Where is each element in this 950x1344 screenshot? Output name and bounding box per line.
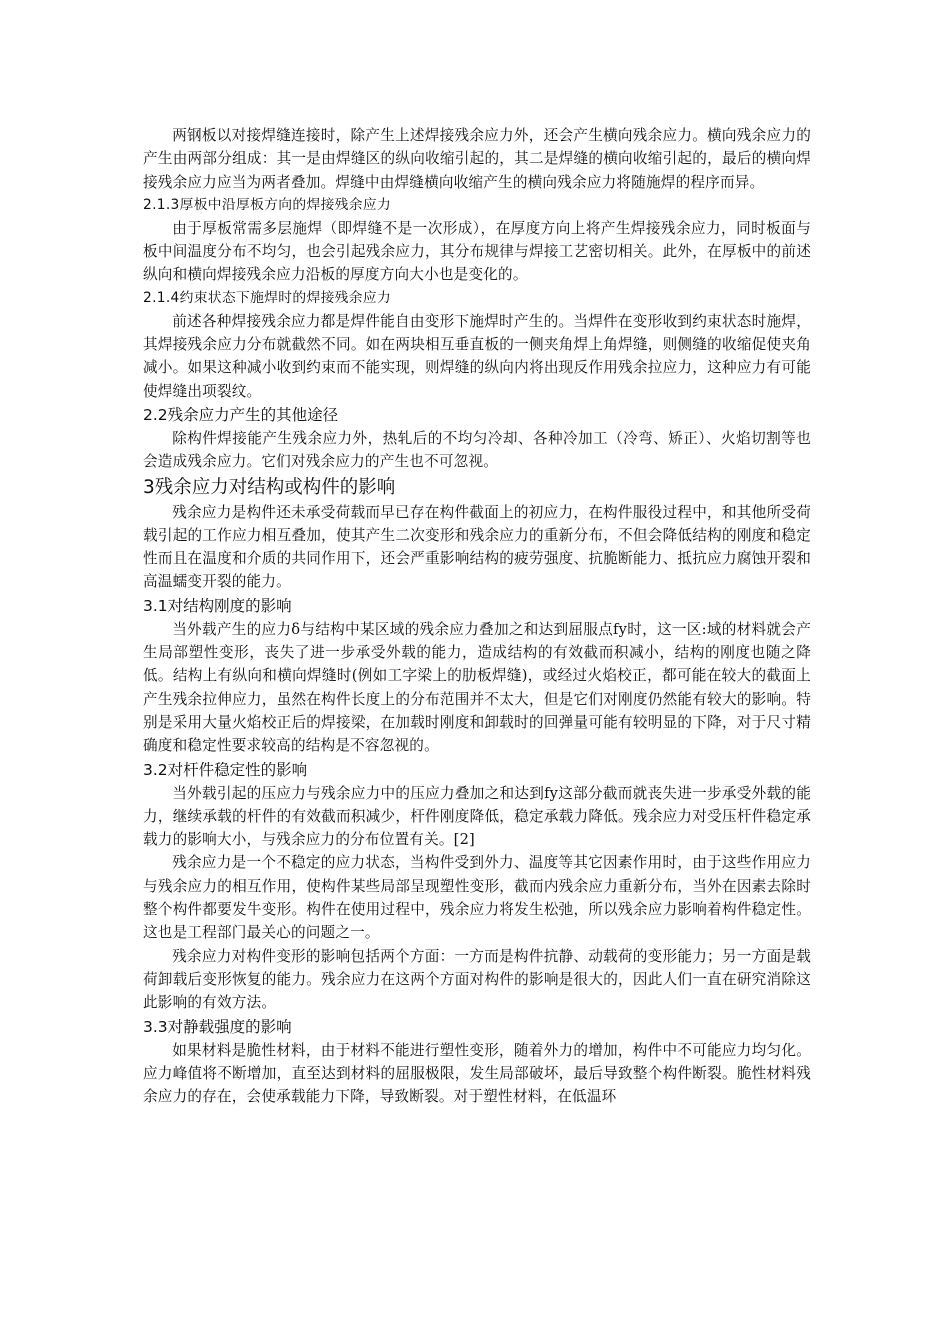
paragraph-static-strength: 如果材料是脆性材料，由于材料不能进行塑性变形，随着外力的增加，构件中不可能应力均匀化。应力峰值将不断增加，直至达到材料的屈服极限，发生局部破坏，最后导致整个构件断裂。脆性材料残余应力的存在，会使承载能力下降，导致断裂。对于塑性材料，在低温环 [143, 1041, 811, 1106]
heading-3-1: 3.1对结构刚度的影响 [143, 596, 292, 615]
paragraph-stability-2: 残余应力是一个不稳定的应力状态，当构件受到外力、温度等其它因素作用时，由于这些作用应力与残余应力的相互作用，使构件某些局部呈现塑性变形，截而内残余应力重新分布，当外在因素去除时整个构件都要发牛变形。构件在使用过程中，残余应力将发生松弛，所以残余应力影响着构件稳定性。这也是工程部门最关心的问题之一。 [143, 854, 811, 942]
heading-2-1-4: 2.1.4约束状态下施焊时的焊接残余应力 [143, 289, 392, 306]
paragraph-restraint-state: 前述各种焊接残余应力都是焊件能自由变形下施焊时产生的。当焊件在变形收到约束状态时施焊，其焊接残余应力分布就截然不同。如在两块相互垂直板的一侧夹角焊上角焊缝，则侧缝的收缩促使夹角减小。如果这种减小收到约束而不能实现，则焊缝的纵向内将出现反作用残余拉应力，这种应力有可能使焊缝出项裂纹。 [143, 312, 811, 400]
paragraph-effects-intro: 残余应力是构件还未承受荷载而早已存在构件截面上的初应力，在构件服役过程中，和其他所受荷载引起的工作应力相互叠加，使其产生二次变形和残余应力的重新分布，不但会降低结构的刚度和稳定性而且在温度和介质的共同作用下，还会严重影响结构的疲劳强度、抗脆断能力、抵抗应力腐蚀开裂和高温蠕变开裂的能力。 [143, 503, 811, 591]
heading-2-2: 2.2残余应力产生的其他途径 [143, 405, 339, 424]
heading-3-3: 3.3对静载强度的影响 [143, 1017, 292, 1036]
paragraph-stability-3: 残余应力对构件变形的影响包括两个方面：一方而是构件抗静、动载荷的变形能力；另一方面是载荷卸载后变形恢复的能力。残余应力在这两个方面对构件的影响是很大的，因此人们一直在研究消除这此影响的有效方法。 [143, 947, 811, 1012]
paragraph-other-sources: 除构件焊接能产生残余应力外，热轧后的不均匀冷却、各种冷加工（冷弯、矫正）、火焰切割等也会造成残余应力。它们对残余应力的产生也不可忽视。 [143, 429, 811, 471]
document-page [143, 124, 811, 1108]
paragraph-thick-plate: 由于厚板常需多层施焊（即焊缝不是一次形成），在厚度方向上将产生焊接残余应力，同时板面与板中间温度分布不均匀，也会引起残余应力，其分布规律与焊接工艺密切相关。此外，在厚板中的前述纵向和横向焊接残余应力沿板的厚度方向大小也是变化的。 [143, 219, 811, 284]
paragraph-stability-1: 当外载引起的压应力与残余应力中的压应力叠加之和达到fy这部分截而就丧失进一步承受外载的能力，继续承载的杆件的有效截而积减少，杆件刚度降低，稳定承载力降低。残余应力对受压杆件稳定承载力的影响大小，与残余应力的分布位置有关。[2] [143, 784, 811, 849]
paragraph-stiffness: 当外载产生的应力δ与结构中某区域的残余应力叠加之和达到屈服点fy时，这一区:域的材料就会产生局部塑性变形，丧失了进一步承受外载的能力，造成结构的有效截而积减小，结构的刚度也随之降低。结构上有纵向和横向焊缝时(例如工字梁上的肋板焊缝)，或经过火焰校正，都可能在较大的截面上产生残余拉伸应力，虽然在构件长度上的分布范围并不太大，但是它们对刚度仍然能有较大的影响。特别是采用大量火焰校正后的焊接梁，在加载时刚度和卸载时的回弹量可能有较明显的下降，对于尺寸精确度和稳定性要求较高的结构是不容忽视的。 [143, 620, 811, 755]
heading-3: 3残余应力对结构或构件的影响 [143, 476, 396, 498]
paragraph-transverse-residual-stress: 两钢板以对接焊缝连接时，除产生上述焊接残余应力外，还会产生横向残余应力。横向残余应力的产生由两部分组成：其一是由焊缝区的纵向收缩引起的，其二是焊缝的横向收缩引起的，最后的横向焊接残余应力应当为两者叠加。焊缝中由焊缝横向收缩产生的横向残余应力将随施焊的程序而异。 [143, 127, 811, 191]
heading-3-2: 3.2对杆件稳定性的影响 [143, 760, 308, 779]
heading-2-1-3: 2.1.3厚板中沿厚板方向的焊接残余应力 [143, 196, 392, 213]
